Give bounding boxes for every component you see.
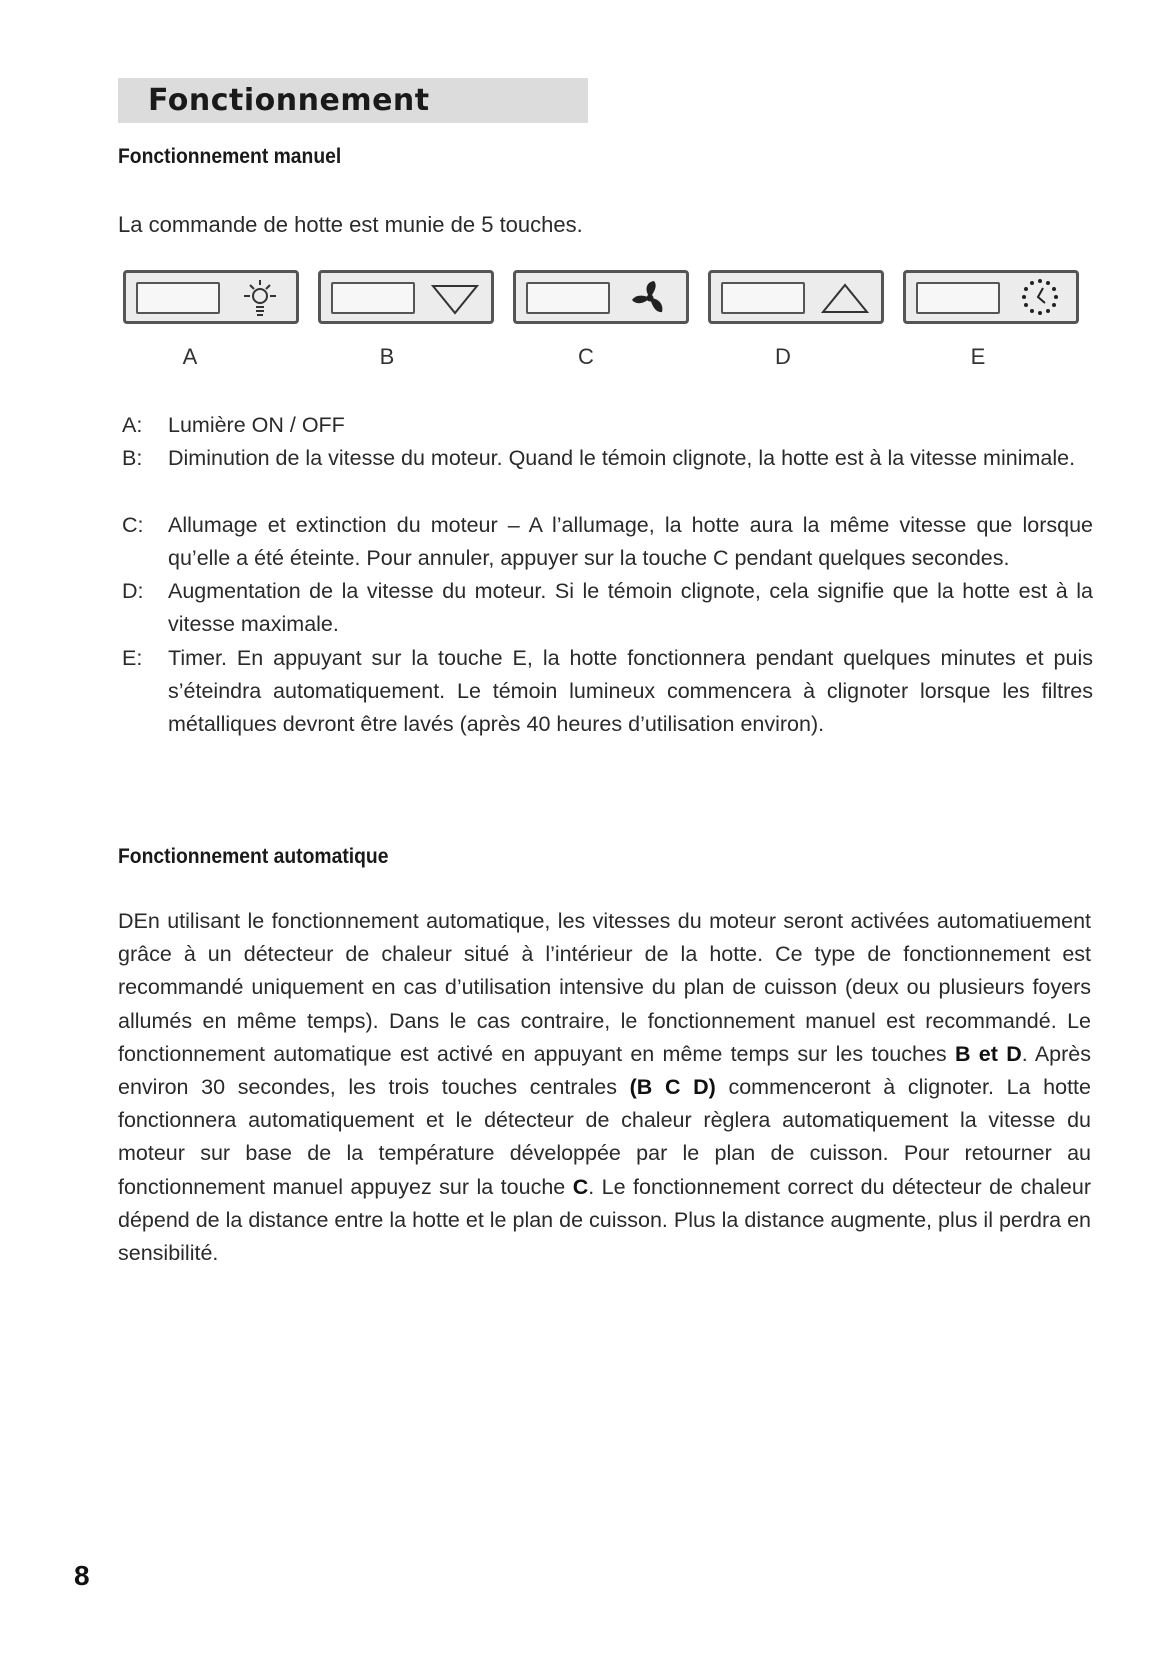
automatic-bold-keys-b-d: B et D [954, 1041, 1022, 1066]
page-number: 8 [74, 1560, 90, 1591]
description-label: C: [122, 513, 144, 537]
triangle-up-icon [815, 276, 875, 320]
key-e-indicator [916, 282, 1000, 314]
manual-heading: Fonctionnement manuel [118, 145, 342, 168]
key-c-indicator [526, 282, 610, 314]
description-item-e [118, 642, 1093, 741]
key-d-indicator [721, 282, 805, 314]
description-text: Diminution de la vitesse du moteur. Quand le témoin clignote, la hotte est à la vitesse minimale. [168, 446, 1076, 470]
automatic-paragraph [118, 905, 1091, 1270]
key-label-e: E [970, 344, 986, 369]
control-panel [123, 270, 1088, 328]
description-label: E: [122, 646, 143, 670]
automatic-bold-key-c: C [572, 1174, 589, 1199]
description-text: Lumière ON / OFF [168, 413, 345, 437]
description-item-b [118, 442, 1093, 475]
key-a-indicator [136, 282, 220, 314]
key-label-a: A [182, 344, 198, 369]
light-bulb-icon [230, 276, 290, 320]
description-label: A: [122, 413, 143, 437]
automatic-text-1: DEn utilisant le fonctionnement automatique, les vitesses du moteur seront activées automatiuement grâce à un détecteur de chaleur situé à l’intérieur de la hotte. Ce type de fonctionnement est recommandé uniquement en cas d’utilisation intensive du plan de cuisson (deux ou plusieurs foyers allumés en même temps). Dans le cas contraire, le fonctionnement manuel est recommandé. Le fonctionnement automatique est activé en appuyant en même temps sur les touches [118, 909, 1091, 1066]
triangle-down-icon [425, 276, 485, 320]
key-d-increase[interactable] [708, 270, 884, 324]
key-b-decrease[interactable] [318, 270, 494, 324]
key-label-c: C [578, 344, 594, 369]
description-text: Timer. En appuyant sur la touche E, la hotte fonctionnera pendant quelques minutes et puis s’éteindra automatiquement. Le témoin lumineux commencera à clignoter lorsque les filtres métalliques devront être lavés (après 40 heures d’utilisation environ). [168, 646, 1093, 736]
page-title-bar [118, 78, 588, 123]
fan-icon [620, 276, 680, 320]
automatic-heading: Fonctionnement automatique [118, 845, 389, 868]
description-label: D: [122, 579, 144, 603]
automatic-text-3: commenceront à clignoter. La hotte fonctionnera automatiquement et le détecteur de chaleur règlera automatiquement la vitesse du moteur sur base de la température développée par le plan de cuisson. Pour retourner au fonctionnement manuel appuyez sur la touche [118, 1075, 1091, 1199]
description-item-d [118, 575, 1093, 641]
page-title: Fonctionnement [148, 83, 430, 118]
key-label-d: D [775, 344, 791, 369]
manual-intro: La commande de hotte est munie de 5 touches. [118, 212, 583, 237]
description-item-c [118, 509, 1093, 575]
automatic-bold-keys-bcd: (B C D) [629, 1075, 716, 1100]
key-label-b: B [379, 344, 395, 369]
automatic-text-4: . Le fonctionnement correct du détecteur de chaleur dépend de la distance entre la hotte et le plan de cuisson. Plus la distance augmente, plus il perdra en sensibilité. [118, 1174, 1091, 1266]
description-text: Allumage et extinction du moteur – A l’allumage, la hotte aura la même vitesse que lorsque qu’elle a été éteinte. Pour annuler, appuyer sur la touche C pendant quelques secondes. [168, 513, 1093, 570]
key-b-indicator [331, 282, 415, 314]
key-c-fan[interactable] [513, 270, 689, 324]
description-text: Augmentation de la vitesse du moteur. Si le témoin clignote, cela signifie que la hotte est à la vitesse maximale. [168, 579, 1093, 636]
automatic-text-2: . Après environ 30 secondes, les trois touches centrales [118, 1041, 1091, 1100]
key-e-timer[interactable] [903, 270, 1079, 324]
description-label: B: [122, 446, 143, 470]
description-item-a [118, 409, 1093, 442]
timer-icon [1010, 276, 1070, 320]
key-a-light[interactable] [123, 270, 299, 324]
